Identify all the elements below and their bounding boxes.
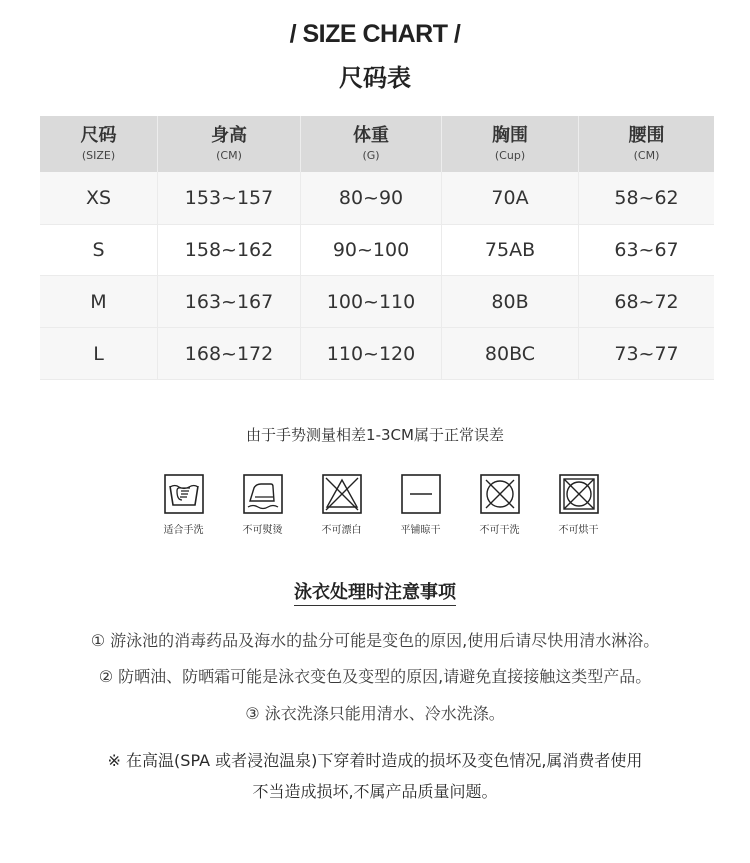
table-row [40,328,714,380]
no-iron-icon [243,474,283,514]
column-label: 身高 [211,125,247,146]
table-row [40,172,714,225]
care-item-no-iron [223,474,302,536]
care-item-no-bleach [302,474,381,536]
care-title-text: 泳衣处理时注意事项 [294,582,456,606]
care-item: ③ 泳衣洗涤只能用清水、冷水洗涤。 [245,704,505,723]
table-cell: 110~120 [301,328,442,380]
care-item-hand-wash [144,474,223,536]
care-item-no-dry-clean [460,474,539,536]
care-label: 不可熨烫 [242,525,283,536]
table-header-row [40,116,714,172]
warning-line-2: 不当造成损坏,不属产品质量问题。 [252,782,498,801]
table-cell: 158~162 [158,225,301,276]
column-unit: (CM) [633,149,660,162]
table-cell: 73~77 [579,328,715,380]
column-header-height [158,116,301,172]
table-row [40,225,714,276]
table-cell: L [40,328,158,380]
dry-flat-icon [401,474,441,514]
column-header-size [40,116,158,172]
column-header-waist [579,116,715,172]
care-label: 不可干洗 [479,525,520,536]
table-cell: 80~90 [301,172,442,225]
table-cell: 100~110 [301,276,442,328]
care-label: 不可烘干 [558,525,599,536]
column-label: 尺码 [80,125,117,146]
care-item-no-tumble-dry [539,474,618,536]
table-cell: 163~167 [158,276,301,328]
size-chart-title-zh: 尺码表 [339,64,411,92]
column-unit: (G) [362,149,380,162]
column-unit: (SIZE) [81,149,116,162]
care-label: 适合手洗 [163,525,204,536]
warning-line-1: ※ 在高温(SPA 或者浸泡温泉)下穿着时造成的损坏及变色情况,属消费者使用 [107,751,643,770]
table-cell: M [40,276,158,328]
care-label: 不可漂白 [321,525,362,536]
column-label: 腰围 [628,125,665,146]
table-cell: 153~157 [158,172,301,225]
table-cell: 75AB [442,225,579,276]
care-section-title [0,578,750,604]
care-item: ② 防晒油、防晒霜可能是泳衣变色及变型的原因,请避免直接接触这类型产品。 [98,667,652,686]
table-cell: 68~72 [579,276,715,328]
table-cell: 168~172 [158,328,301,380]
column-unit: (CM) [216,149,242,162]
table-cell: 80BC [442,328,579,380]
warning-note [0,745,750,807]
column-header-weight [301,116,442,172]
measurement-note: 由于手势测量相差1-3CM属于正常误差 [246,426,504,444]
table-cell: 90~100 [301,225,442,276]
column-label: 体重 [353,125,389,146]
care-label: 平铺晾干 [400,525,441,536]
size-table [40,116,714,380]
care-item-dry-flat [381,474,460,536]
column-header-bust [442,116,579,172]
no-dry-clean-icon [480,474,520,514]
no-bleach-icon [322,474,362,514]
table-cell: 80B [442,276,579,328]
table-cell: 58~62 [579,172,715,225]
care-item: ① 游泳池的消毒药品及海水的盐分可能是变色的原因,使用后请尽快用清水淋浴。 [90,631,660,650]
table-cell: S [40,225,158,276]
table-cell: 70A [442,172,579,225]
care-icons [144,474,624,536]
size-chart-title-en: / SIZE CHART / [289,20,461,48]
hand-wash-icon [164,474,204,514]
table-cell: 63~67 [579,225,715,276]
table-row [40,276,714,328]
table-cell: XS [40,172,158,225]
no-tumble-dry-icon [559,474,599,514]
column-label: 胸围 [492,125,528,146]
column-unit: (Cup) [494,149,526,162]
